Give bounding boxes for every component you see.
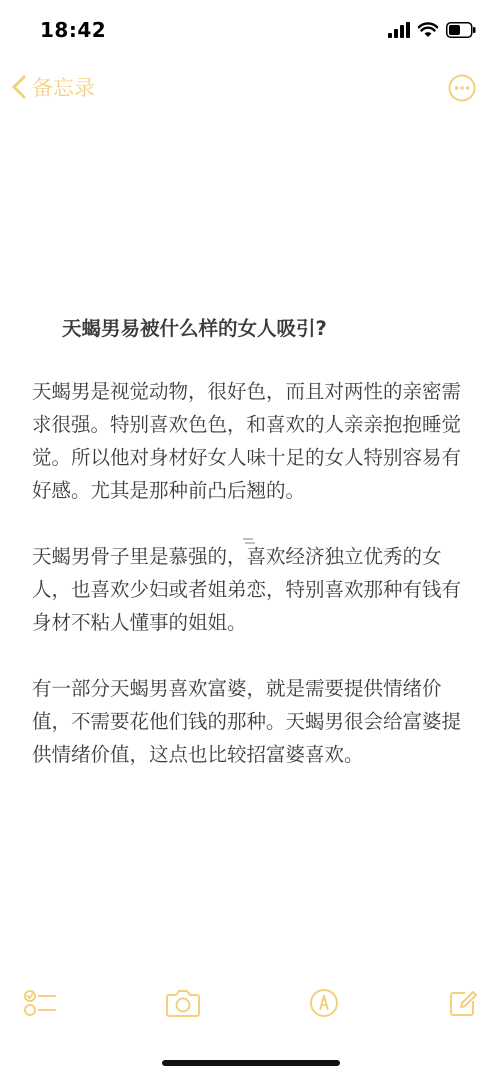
note-paragraph-3: 有一部分天蝎男喜欢富婆，就是需要提供情绪价值，不需要花他们钱的那种。天蝎男很会给富婆提供情绪价值，这点也比较招富婆喜欢。 [32,677,462,766]
more-button[interactable] [448,74,476,106]
nav-bar [0,64,500,112]
paragraph-spacer [32,639,462,672]
markup-pen-icon [309,988,339,1018]
back-button[interactable] [10,72,95,102]
divider-mark-icon [242,536,256,546]
camera-icon [165,988,201,1018]
wifi-icon [418,22,438,38]
status-time: 18:42 [40,18,107,42]
status-icons [388,22,476,38]
note-paragraph-1: 天蝎男是视觉动物，很好色，而且对两性的亲密需求很强。特别喜欢色色，和喜欢的人亲亲抱抱睡觉觉。所以他对身材好女人味十足的女人特别容易有好感。尤其是那种前凸后翘的。 [32,380,462,502]
chevron-left-icon [10,74,28,100]
bottom-toolbar [0,988,500,1038]
note-paragraph-2: 天蝎男骨子里是慕强的，喜欢经济独立优秀的女人，也喜欢少妇或者姐弟恋，特别喜欢那种有钱有身材不粘人懂事的姐姐。 [32,545,462,634]
markup-button[interactable] [309,988,339,1022]
note-title: 天蝎男易被什么样的女人吸引? [62,317,327,340]
camera-button[interactable] [165,988,201,1022]
home-indicator[interactable] [162,1060,340,1066]
battery-icon [446,22,476,38]
checklist-button[interactable] [24,988,56,1022]
compose-button[interactable] [449,988,477,1022]
status-bar [0,0,500,60]
cellular-signal-icon [388,22,410,38]
ellipsis-circle-icon [448,74,476,102]
compose-icon [449,988,477,1018]
checklist-icon [24,988,56,1018]
back-button-label: 备忘录 [32,76,95,100]
